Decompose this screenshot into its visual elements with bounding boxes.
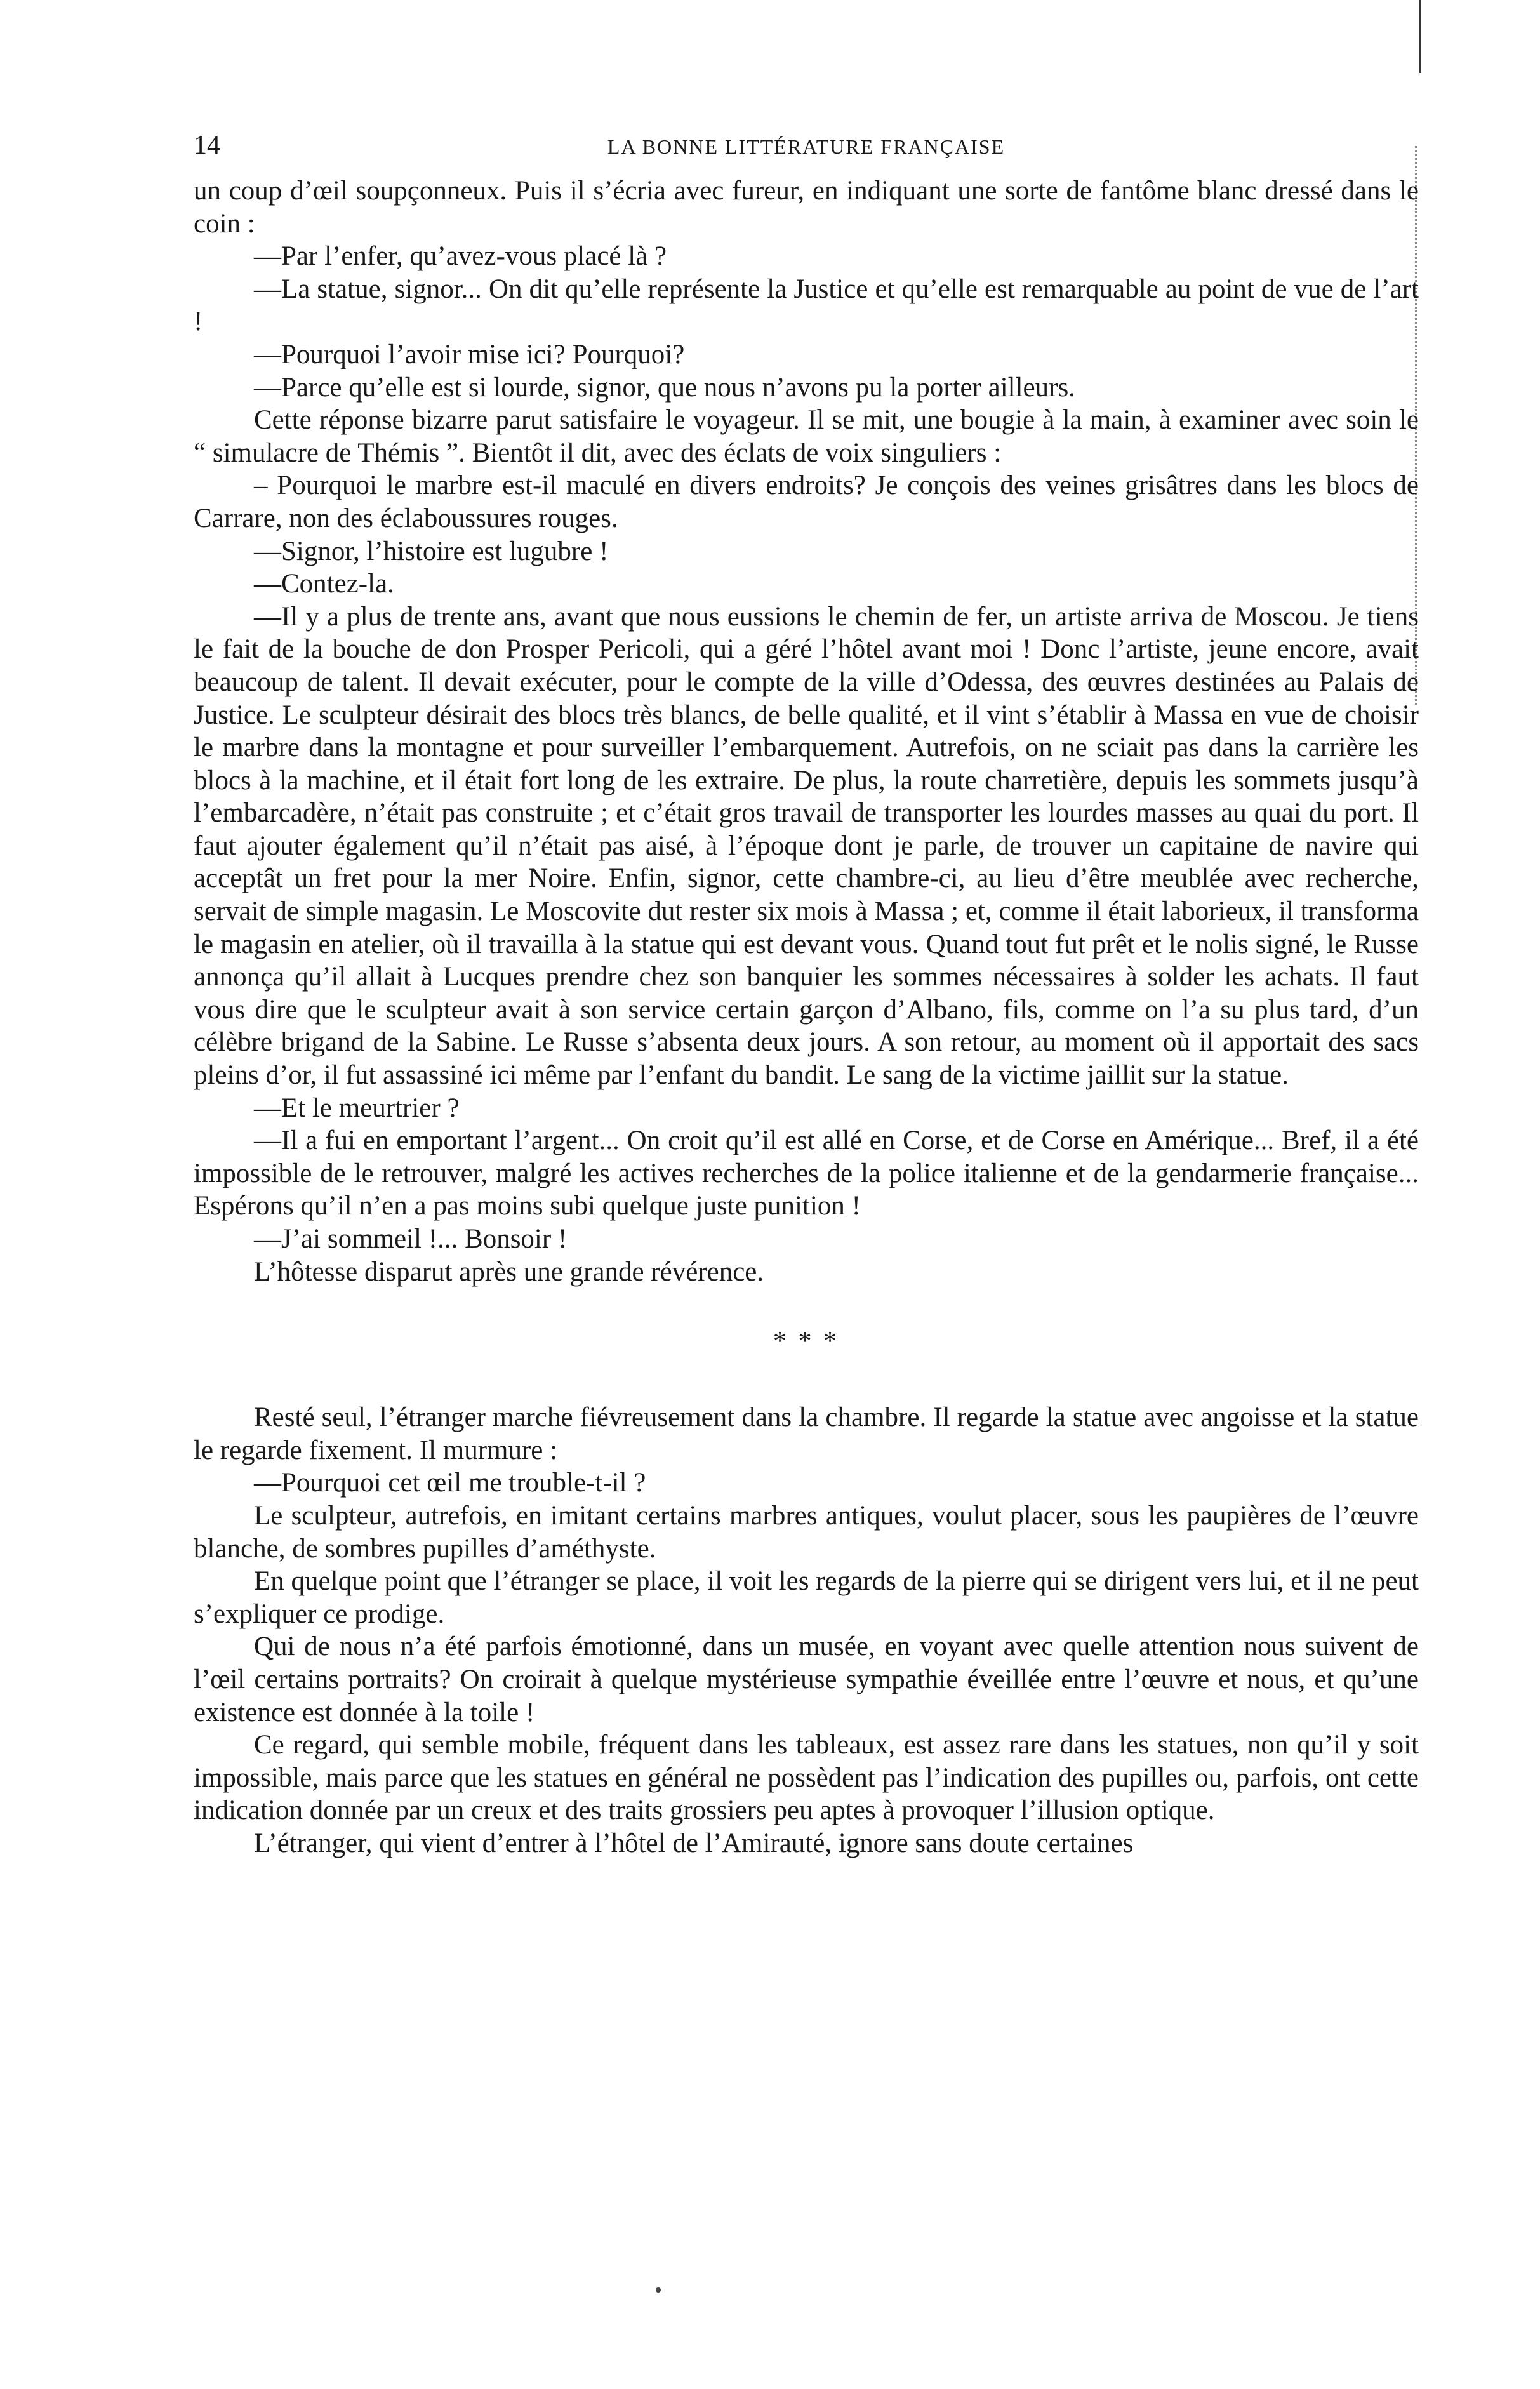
body-text [194,175,1419,1860]
paragraph: —Parce qu’elle est si lourde, signor, que nous n’avons pu la porter ailleurs. [254,372,1075,403]
section-two [194,1401,1419,1860]
page-number: 14 [194,131,220,160]
scan-edge-line [1419,0,1421,73]
paragraph: un coup d’œil soupçonneux. Puis il s’écria avec fureur, en indiquant une sorte de fantôme blanc dressé dans le coin : [194,176,1419,239]
running-title: LA BONNE LITTÉRATURE FRANÇAISE [607,135,1006,158]
paragraph: —Il y a plus de trente ans, avant que nous eussions le chemin de fer, un artiste arriva de Moscou. Je tiens le fait de la bouche de don Prosper Pericoli, qui a géré l’hôtel avant moi ! Donc l’artiste, jeune encore, avait beaucoup de talent. Il devait exécuter, pour le compte de la ville d’Odessa, des œuvres destinées au Palais de Justice. Le sculpteur désirait des blocs très blancs, de belle qualité, et il vint s’établir à Massa en vue de choisir le marbre dans la montagne et pour surveiller l’embarquement. Autrefois, on ne sciait pas dans la carrière les blocs à la machine, et il était fort long de les extraire. De plus, la route charretière, depuis les sommets jusqu’à l’embarcadère, n’était pas construite ; et c’était gros travail de transporter les lourdes masses au quai du port. Il faut ajouter également qu’il n’était pas aisé, à l’époque dont je parle, de trouver un capitaine de navire qui acceptât un fret pour la mer Noire. Enfin, signor, cette chambre-ci, au lieu d’être meublée avec recherche, servait de simple magasin. Le Moscovite dut rester six mois à Massa ; et, comme il était laborieux, il transforma le magasin en atelier, où il travailla à la statue qui est devant vous. Quand tout fut prêt et le nolis signé, le Russe annonça qu’il allait à Lucques prendre chez son banquier les sommes nécessaires à solder les achats. Il faut vous dire que le sculpteur avait à son service certain garçon d’Albano, fils, comme on l’a su plus tard, d’un célèbre brigand de la Sabine. Le Russe s’absenta deux jours. A son retour, au moment où il apportait des sacs pleins d’or, il fut assassiné ici même par l’enfant du bandit. Le sang de la victime jaillit sur la statue. [194,601,1419,1091]
paragraph: Resté seul, l’étranger marche fiévreusement dans la chambre. Il regarde la statue avec angoisse et la statue le regarde fixement. Il murmure : [194,1402,1419,1465]
paragraph: —Pourquoi l’avoir mise ici? Pourquoi? [254,339,685,369]
paragraph: —J’ai sommeil !... Bonsoir ! [254,1224,568,1254]
paragraph: L’hôtesse disparut après une grande révérence. [254,1256,764,1287]
paragraph: —La statue, signor... On dit qu’elle représente la Justice et qu’elle est remarquable au point de vue de l’art ! [194,274,1419,337]
paragraph: Qui de nous n’a été parfois émotionné, dans un musée, en voyant avec quelle attention nous suivent de l’œil certains portraits? On croirait à quelque mystérieuse sympathie éveillée entre l’œuvre et nous, et qu’une existence est donnée à la toile ! [194,1632,1419,1727]
paragraph: —Il a fui en emportant l’argent... On croit qu’il est allé en Corse, et de Corse en Amérique... Bref, il a été impossible de le retrouver, malgré les actives recherches de la police italienne et de la gendarmerie française... Espérons qu’il n’en a pas moins subi quelque juste punition ! [194,1126,1419,1221]
paragraph: Ce regard, qui semble mobile, fréquent dans les tableaux, est assez rare dans les statues, non qu’il y soit impossible, mais parce que les statues en général ne possèdent pas l’indication des pupilles ou, parfois, ont cette indication donnée par un creux et des traits grossiers peu aptes à provoquer l’illusion optique. [194,1730,1419,1826]
paragraph: Le sculpteur, autrefois, en imitant certains marbres antiques, voulut placer, sous les paupières de l’œuvre blanche, de sombres pupilles d’améthyste. [194,1500,1419,1564]
paragraph: En quelque point que l’étranger se place, il voit les regards de la pierre qui se dirigent vers lui, et il ne peut s’expliquer ce prodige. [194,1566,1419,1629]
paragraph: Cette réponse bizarre parut satisfaire le voyageur. Il se mit, une bougie à la main, à examiner avec soin le “ simulacre de Thémis ”. Bientôt il dit, avec des éclats de voix singuliers : [194,405,1419,468]
paragraph: —Signor, l’histoire est lugubre ! [254,536,609,566]
paragraph: L’étranger, qui vient d’entrer à l’hôtel de l’Amirauté, ignore sans doute certaines [254,1828,1134,1858]
paragraph: —Pourquoi cet œil me trouble-t-il ? [254,1468,646,1498]
section-one [194,175,1419,1288]
paragraph: —Contez-la. [254,569,394,599]
paragraph: —Par l’enfer, qu’avez-vous placé là ? [254,241,667,272]
book-page [194,130,1419,1860]
section-ornament: * * * [773,1327,839,1357]
paragraph: —Et le meurtrier ? [254,1093,460,1123]
page-header [194,130,1419,175]
page-mark [656,2287,661,2293]
paragraph: – Pourquoi le marbre est-il maculé en divers endroits? Je conçois des veines grisâtres dans les blocs de Carrare, non des éclaboussures rouges. [194,470,1419,533]
